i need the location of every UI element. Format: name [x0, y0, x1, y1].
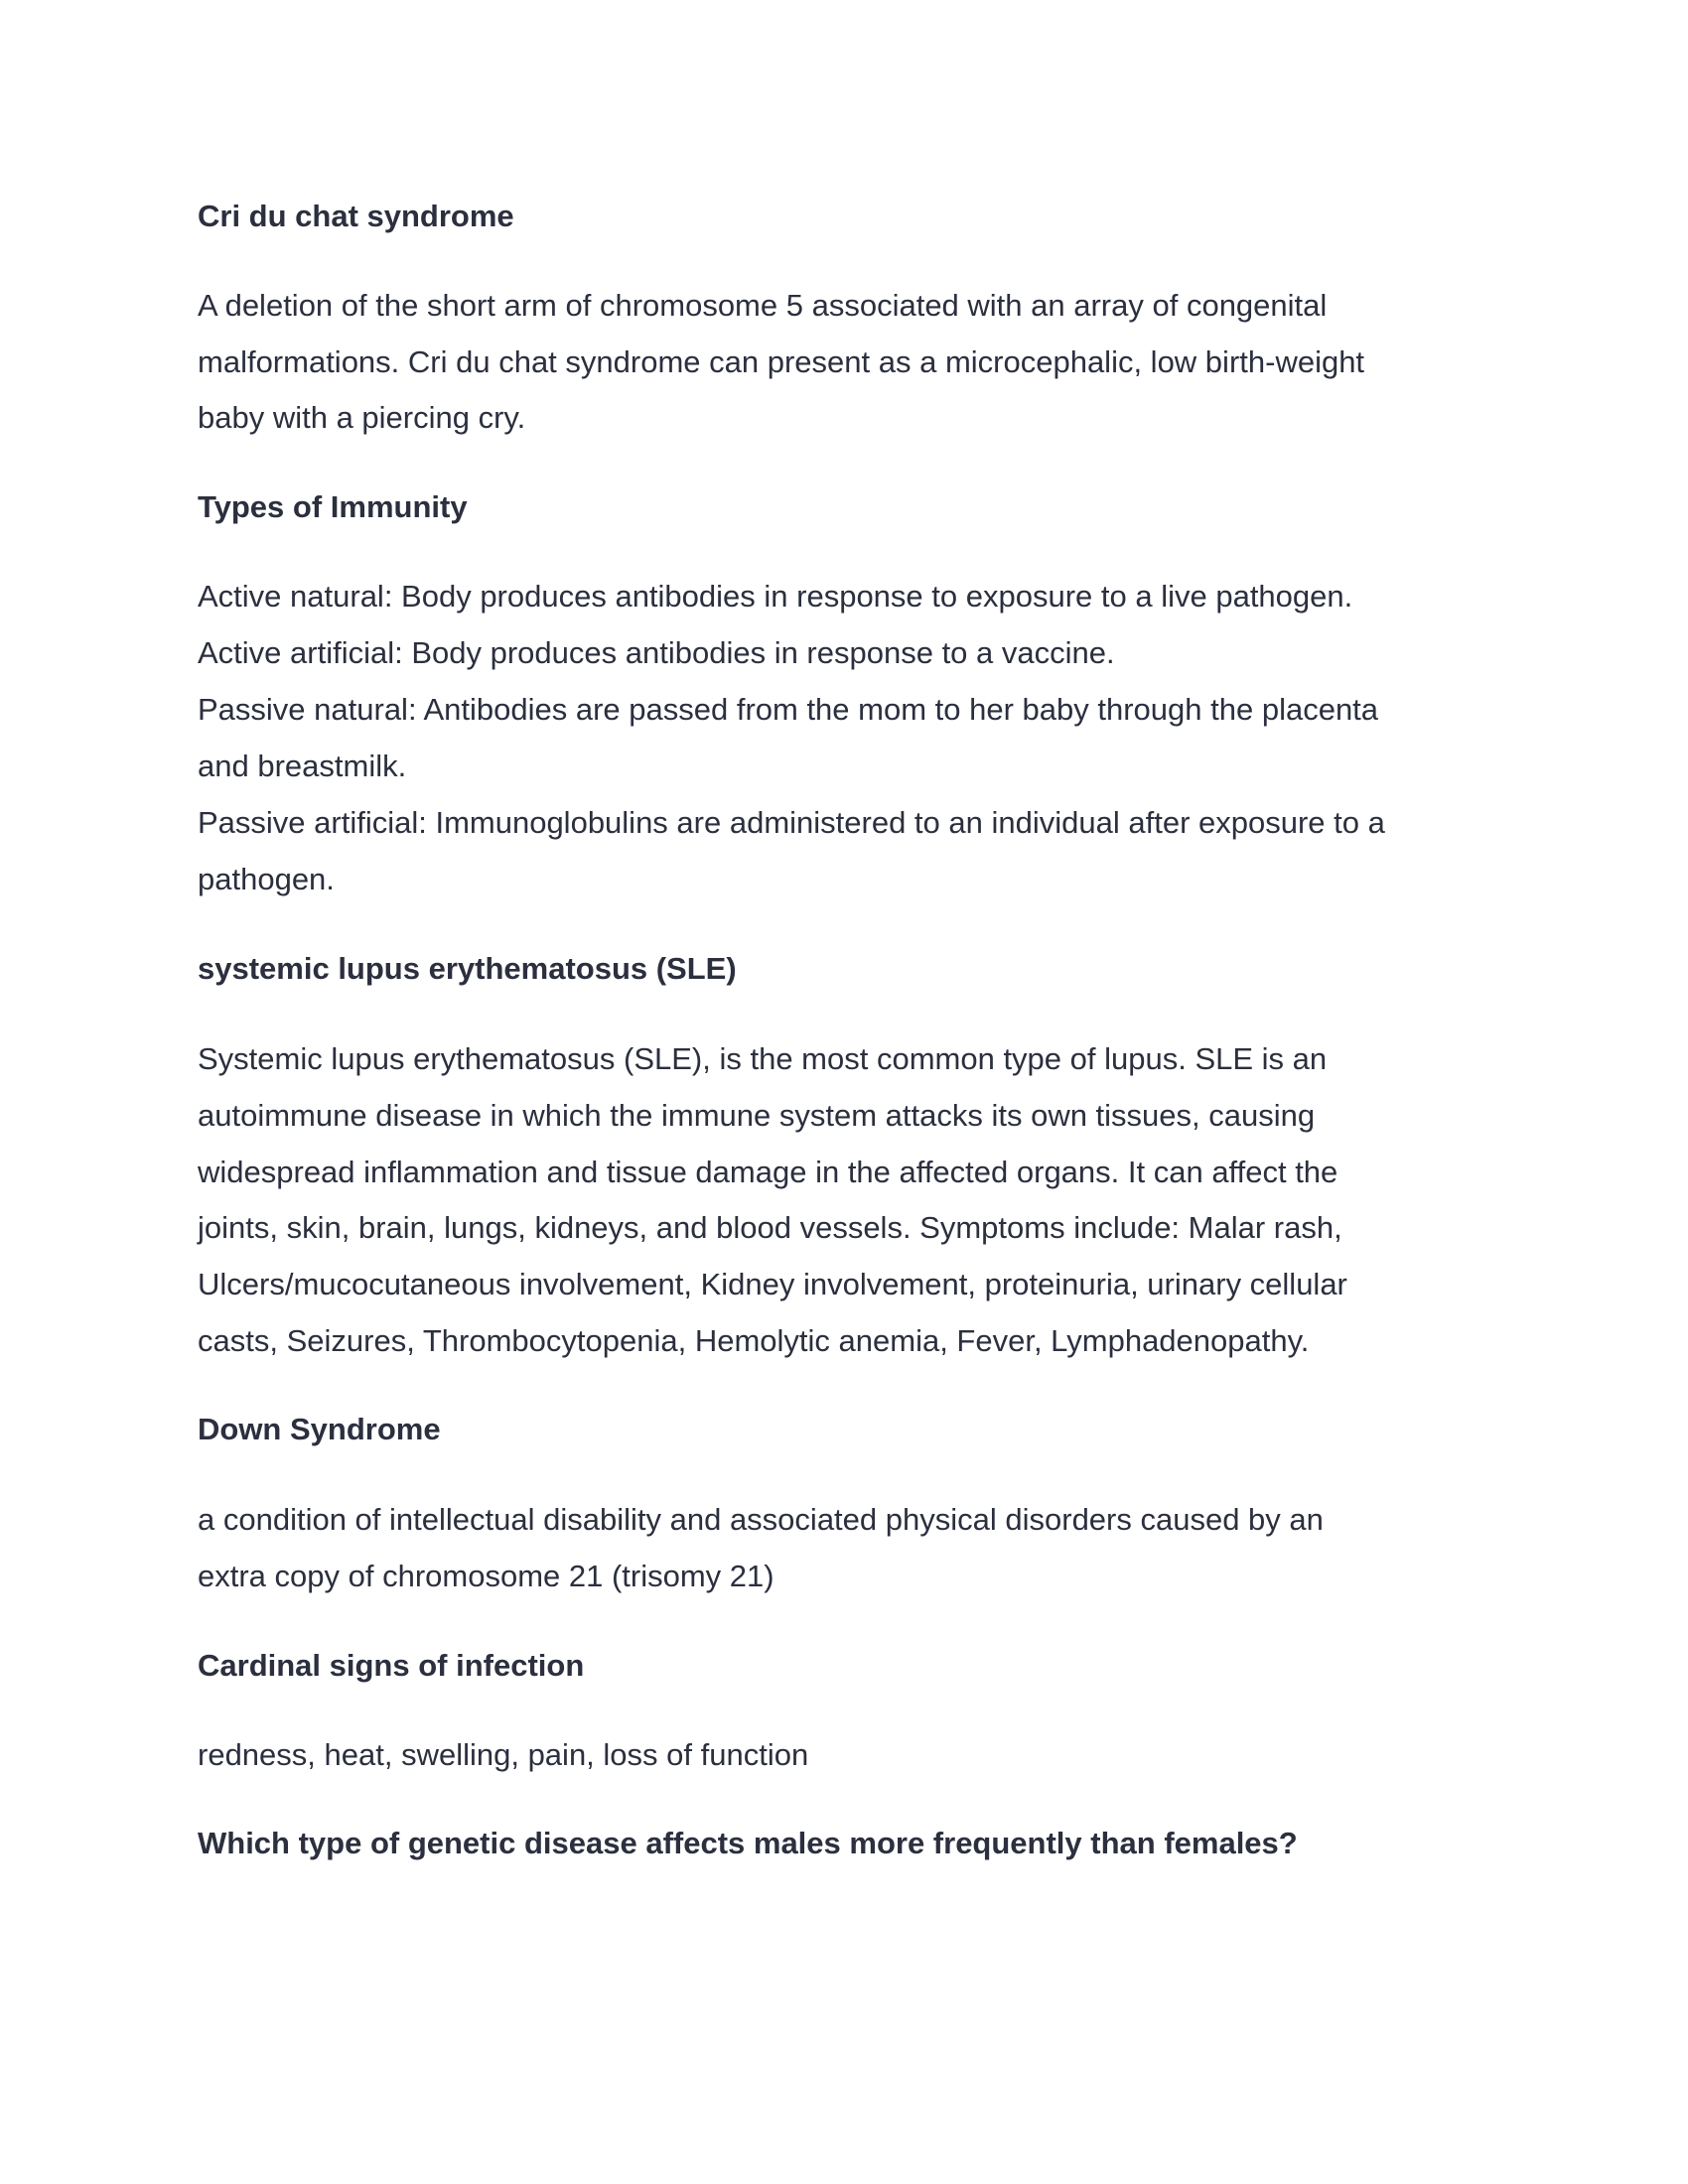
paragraph-line: and breastmilk. [198, 749, 407, 783]
paragraph-line: Passive artificial: Immunoglobulins are administered to an individual after exposure to a [198, 805, 1385, 840]
paragraph-line: malformations. Cri du chat syndrome can present as a microcephalic, low birth-weight [198, 344, 1365, 379]
paragraph-line: redness, heat, swelling, pain, loss of function [198, 1737, 809, 1772]
section-heading: Cardinal signs of infection [198, 1648, 585, 1683]
paragraph-line: casts, Seizures, Thrombocytopenia, Hemolytic anemia, Fever, Lymphadenopathy. [198, 1323, 1310, 1358]
paragraph-line: Active artificial: Body produces antibodies in response to a vaccine. [198, 635, 1115, 670]
paragraph-line: Systemic lupus erythematosus (SLE), is the most common type of lupus. SLE is an [198, 1041, 1328, 1076]
paragraph-line: extra copy of chromosome 21 (trisomy 21) [198, 1559, 774, 1593]
paragraph-line: joints, skin, brain, lungs, kidneys, and blood vessels. Symptoms include: Malar rash, [198, 1210, 1342, 1245]
paragraph-line: autoimmune disease in which the immune system attacks its own tissues, causing [198, 1098, 1316, 1133]
paragraph-line: Ulcers/mucocutaneous involvement, Kidney involvement, proteinuria, urinary cellular [198, 1267, 1347, 1301]
paragraph-line: A deletion of the short arm of chromosome 5 associated with an array of congenital [198, 288, 1328, 323]
paragraph-line: baby with a piercing cry. [198, 400, 526, 435]
question-heading: Which type of genetic disease affects males more frequently than females? [198, 1826, 1298, 1860]
section-heading: Cri du chat syndrome [198, 199, 514, 233]
paragraph-line: widespread inflammation and tissue damage in the affected organs. It can affect the [198, 1155, 1338, 1189]
paragraph-line: Active natural: Body produces antibodies in response to exposure to a live pathogen. [198, 579, 1353, 614]
paragraph-line: Passive natural: Antibodies are passed from the mom to her baby through the placenta [198, 692, 1379, 727]
paragraph-line: pathogen. [198, 862, 335, 896]
section-heading: Down Syndrome [198, 1412, 441, 1446]
section-heading: Types of Immunity [198, 489, 468, 524]
section-heading: systemic lupus erythematosus (SLE) [198, 951, 737, 986]
paragraph-line: a condition of intellectual disability and associated physical disorders caused by an [198, 1502, 1324, 1537]
